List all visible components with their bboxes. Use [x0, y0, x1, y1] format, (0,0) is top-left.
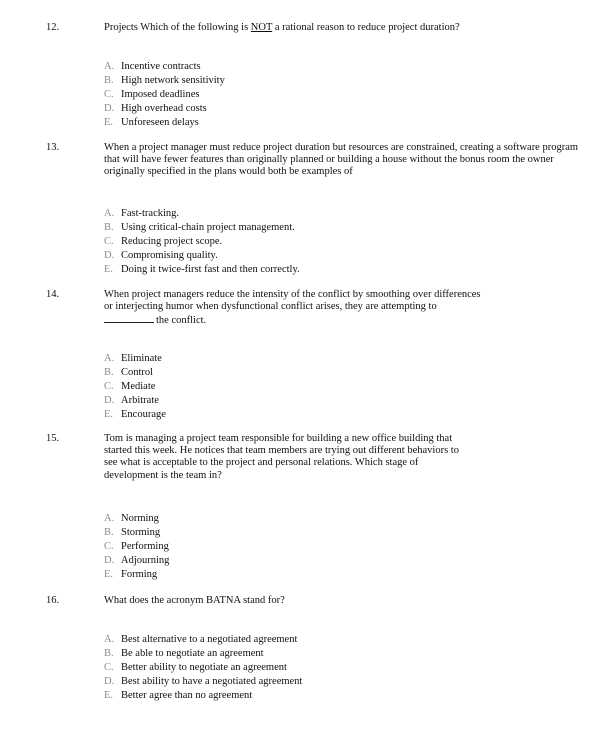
question-text: Tom is managing a project team responsible for building a new office building that started this week. He notices that team members are trying out different behaviors to see what is acceptable to the project and personal relations. Which stage of development is the team in? — [104, 433, 459, 481]
option-c[interactable]: C. Performing — [104, 541, 169, 552]
option-d[interactable]: D. Adjourning — [104, 555, 170, 566]
option-e[interactable]: E. Encourage — [104, 409, 166, 420]
option-a[interactable]: A. Eliminate — [104, 353, 162, 364]
fill-in-blank[interactable] — [104, 313, 154, 323]
question-text: When project managers reduce the intensity of the conflict by smoothing over differences or interjecting humor when dysfunctional conflict arises, they are attempting to the conflict. — [104, 289, 481, 327]
option-d[interactable]: D. High overhead costs — [104, 103, 207, 114]
option-b[interactable]: B. Control — [104, 367, 154, 378]
answer-options — [104, 207, 300, 277]
option-d[interactable]: D. Compromising quality. — [104, 250, 218, 261]
question-text: Projects Which of the following is NOT a rational reason to reduce project duration? — [104, 22, 460, 33]
option-a[interactable]: A. Best alternative to a negotiated agreement — [104, 634, 298, 645]
option-a[interactable]: A. Incentive contracts — [104, 61, 201, 72]
question-number: 12. — [46, 22, 60, 33]
option-b[interactable]: B. High network sensitivity — [104, 75, 225, 86]
answer-options — [104, 60, 225, 130]
option-a[interactable]: A. Fast-tracking. — [104, 208, 180, 219]
option-c[interactable]: C. Reducing project scope. — [104, 236, 223, 247]
option-b[interactable]: B. Using critical-chain project management. — [104, 222, 295, 233]
option-d[interactable]: D. Best ability to have a negotiated agreement — [104, 676, 303, 687]
question-number: 13. — [46, 142, 60, 153]
option-e[interactable]: E. Forming — [104, 569, 158, 580]
option-a[interactable]: A. Norming — [104, 513, 159, 524]
option-e[interactable]: E. Better agree than no agreement — [104, 690, 253, 701]
question-number: 15. — [46, 433, 60, 444]
answer-options — [104, 633, 302, 703]
option-e[interactable]: E. Doing it twice-first fast and then correctly. — [104, 264, 300, 275]
emphasis-not: NOT — [250, 22, 273, 33]
option-c[interactable]: C. Imposed deadlines — [104, 89, 200, 100]
answer-options — [104, 352, 166, 422]
question-text: When a project manager must reduce project duration but resources are constrained, creating a software program that will have fewer features than originally planned or building a house without the bonus room the owner originally specified in the plans would both be examples of — [104, 142, 579, 178]
question-number: 16. — [46, 595, 60, 606]
option-c[interactable]: C. Better ability to negotiate an agreement — [104, 662, 287, 673]
question-number: 14. — [46, 289, 60, 300]
option-d[interactable]: D. Arbitrate — [104, 395, 159, 406]
question-text: What does the acronym BATNA stand for? — [104, 595, 285, 606]
option-e[interactable]: E. Unforeseen delays — [104, 117, 199, 128]
answer-options — [104, 512, 169, 582]
option-c[interactable]: C. Mediate — [104, 381, 156, 392]
option-b[interactable]: B. Storming — [104, 527, 161, 538]
option-b[interactable]: B. Be able to negotiate an agreement — [104, 648, 264, 659]
